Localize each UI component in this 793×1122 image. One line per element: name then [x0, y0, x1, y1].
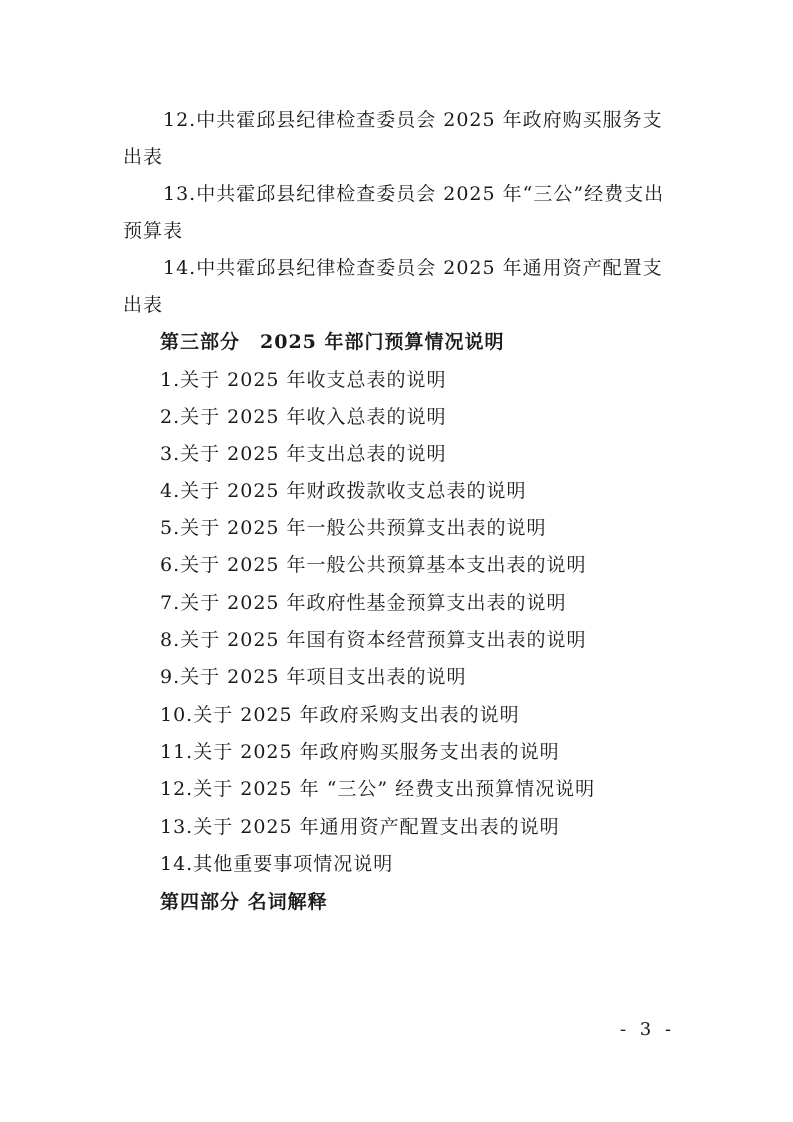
part3-heading: 第三部分 2025 年部门预算情况说明 — [160, 331, 505, 353]
list-item-13-line2: 预算表 — [123, 220, 184, 242]
part3-item-13: 13.关于 2025 年通用资产配置支出表的说明 — [160, 816, 560, 838]
part3-item-14: 14.其他重要事项情况说明 — [160, 853, 394, 875]
list-item-14-line2: 出表 — [123, 294, 164, 316]
part3-item-7: 7.关于 2025 年政府性基金预算支出表的说明 — [160, 592, 567, 614]
list-item-12-line1: 12.中共霍邱县纪律检查委员会 2025 年政府购买服务支 — [163, 109, 663, 131]
part3-item-1: 1.关于 2025 年收支总表的说明 — [160, 369, 447, 391]
list-item-14-line1: 14.中共霍邱县纪律检查委员会 2025 年通用资产配置支 — [163, 257, 663, 279]
part3-item-8: 8.关于 2025 年国有资本经营预算支出表的说明 — [160, 629, 587, 651]
part4-heading: 第四部分 名词解释 — [160, 891, 328, 913]
part3-item-9: 9.关于 2025 年项目支出表的说明 — [160, 666, 467, 688]
page-number: - 3 - — [620, 1019, 676, 1040]
list-item-12-line2: 出表 — [123, 146, 164, 168]
part3-item-5: 5.关于 2025 年一般公共预算支出表的说明 — [160, 517, 547, 539]
part3-item-10: 10.关于 2025 年政府采购支出表的说明 — [160, 704, 520, 726]
part3-item-12: 12.关于 2025 年 “三公” 经费支出预算情况说明 — [160, 778, 596, 800]
part3-item-4: 4.关于 2025 年财政拨款收支总表的说明 — [160, 480, 527, 502]
part3-item-2: 2.关于 2025 年收入总表的说明 — [160, 406, 447, 428]
part3-item-11: 11.关于 2025 年政府购买服务支出表的说明 — [160, 741, 560, 763]
list-item-13-line1: 13.中共霍邱县纪律检查委员会 2025 年“三公”经费支出 — [163, 183, 665, 205]
part3-item-3: 3.关于 2025 年支出总表的说明 — [160, 443, 447, 465]
part3-item-6: 6.关于 2025 年一般公共预算基本支出表的说明 — [160, 554, 587, 576]
